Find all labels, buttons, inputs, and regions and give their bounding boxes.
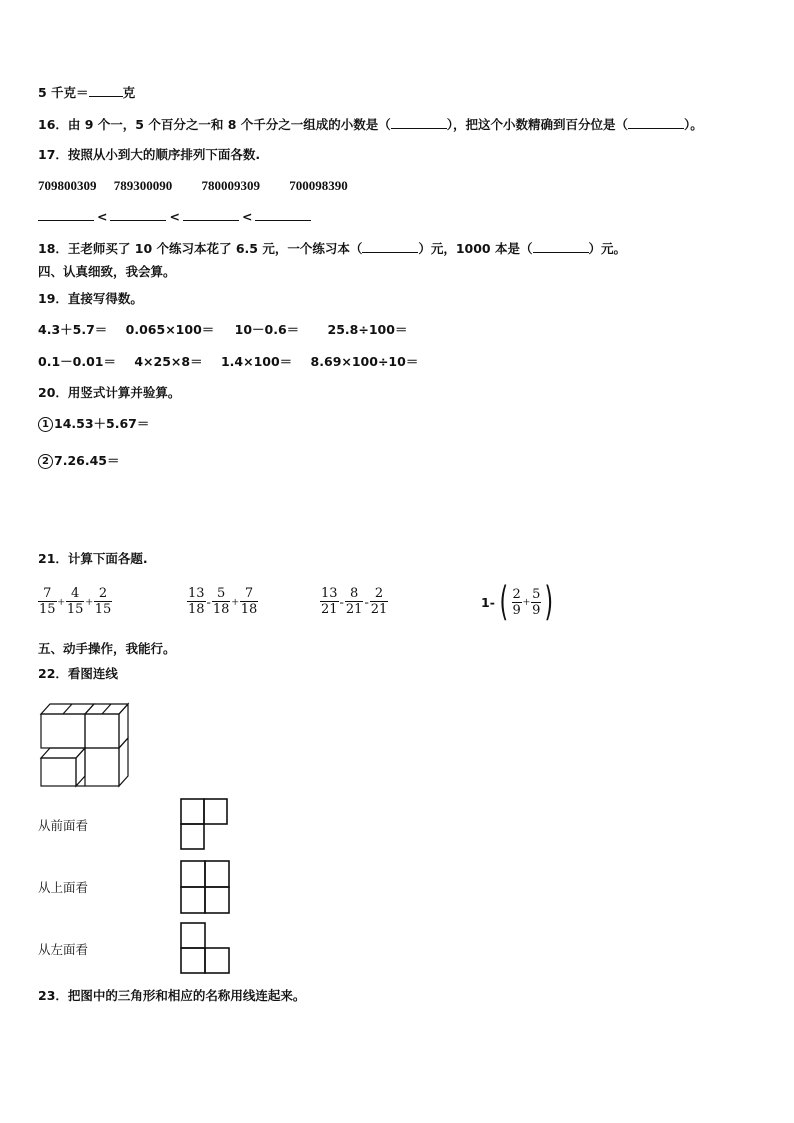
- q19-title: 19．直接写得数。: [38, 291, 143, 306]
- q19-item: 25.8÷100＝: [327, 322, 408, 337]
- q17-number: 709800309: [38, 178, 97, 193]
- question-16: [38, 116, 703, 133]
- fraction: $\frac{5}{18}$: [212, 586, 230, 617]
- q19-item: 4×25×8＝: [134, 354, 203, 369]
- q18-text-c: ）元。: [588, 241, 627, 256]
- circled-number-2: 2: [38, 454, 53, 469]
- q16-text-c: ）。: [684, 117, 703, 132]
- operator: +: [57, 593, 65, 609]
- q17-blank[interactable]: [183, 208, 239, 221]
- q17-number: 700098390: [289, 178, 348, 193]
- operator: -: [206, 593, 211, 609]
- q18-blank-1[interactable]: [362, 240, 418, 253]
- q17-title: 17．按照从小到大的顺序排列下面各数.: [38, 147, 261, 162]
- q17-number: 789300090: [113, 178, 173, 193]
- q19-row-1: [38, 322, 407, 338]
- section-4-title: 四、认真细致，我会算。: [38, 264, 176, 279]
- q17-order-blanks: [38, 208, 311, 225]
- q22-title: 22．看图连线: [38, 666, 118, 681]
- left-view-shape: [180, 922, 232, 976]
- left-paren: (: [499, 579, 508, 625]
- q17-less-than: <: [97, 209, 108, 224]
- circled-number-1: 1: [38, 417, 53, 432]
- q17-less-than: <: [241, 209, 253, 224]
- q23-title: 23．把图中的三角形和相应的名称用线连起来。: [38, 988, 306, 1003]
- operator: -: [339, 593, 344, 609]
- question-18: [38, 240, 626, 257]
- q15-prefix: 5 千克＝: [38, 85, 89, 100]
- q20-item-1: [38, 416, 149, 432]
- fraction: $\frac{2}{21}$: [370, 586, 388, 617]
- q20-expr-1: 14.53＋5.67＝: [54, 416, 150, 431]
- fraction: $\frac{4}{15}$: [66, 586, 84, 617]
- right-paren: ): [544, 579, 554, 625]
- fraction: $\frac{13}{21}$: [321, 586, 338, 617]
- q15-suffix: 克: [122, 85, 136, 100]
- q19-item: 8.69×100÷10＝: [310, 354, 419, 369]
- q20-item-2: [38, 453, 120, 469]
- q19-row-2: [38, 354, 418, 370]
- q17-blank[interactable]: [255, 208, 311, 221]
- view-label-left: 从左面看: [38, 942, 89, 957]
- operator: +: [231, 593, 239, 609]
- q17-less-than: <: [169, 209, 180, 224]
- q21-expression-2: [187, 586, 258, 617]
- cube-solid-figure: [38, 692, 132, 788]
- q21-expression-1: [38, 586, 112, 617]
- q19-item: 10－0.6＝: [234, 322, 300, 337]
- fraction: $\frac{2}{15}$: [94, 586, 112, 617]
- fraction: $\frac{2}{9}$: [512, 586, 521, 618]
- view-label-front: 从前面看: [38, 818, 89, 833]
- q18-blank-2[interactable]: [533, 240, 589, 253]
- q21-expression-4: [480, 579, 557, 625]
- q16-blank-2[interactable]: [628, 116, 684, 129]
- front-view-shape: [180, 798, 230, 852]
- q19-item: 4.3＋5.7＝: [38, 322, 108, 337]
- fraction: $\frac{5}{9}$: [532, 586, 541, 618]
- operator: +: [522, 594, 531, 609]
- q20-expr-2: 7.26.45＝: [54, 453, 120, 468]
- q19-item: 0.1－0.01＝: [38, 354, 116, 369]
- q15-blank[interactable]: [89, 84, 123, 97]
- q15-tail: [38, 84, 135, 101]
- top-view-shape: [180, 860, 232, 916]
- q18-text-b: ）元，1000 本是（: [418, 241, 533, 256]
- q16-text-a: 16．由 9 个一，5 个百分之一和 8 个千分之一组成的小数是（: [38, 117, 391, 132]
- view-label-top: 从上面看: [38, 880, 89, 895]
- q17-blank[interactable]: [38, 208, 94, 221]
- fraction: $\frac{7}{15}$: [39, 586, 56, 617]
- q16-blank-1[interactable]: [391, 116, 447, 129]
- q19-item: 1.4×100＝: [220, 354, 293, 369]
- q21-title: 21．计算下面各题.: [38, 551, 148, 566]
- operator: -: [364, 593, 369, 609]
- operator: +: [85, 593, 93, 609]
- fraction: $\frac{7}{18}$: [240, 586, 258, 617]
- q17-number: 780009309: [201, 178, 260, 193]
- q17-blank[interactable]: [110, 208, 166, 221]
- q19-item: 0.065×100＝: [125, 322, 215, 337]
- fraction: $\frac{13}{18}$: [188, 586, 205, 617]
- section-5-title: 五、动手操作，我能行。: [38, 641, 176, 656]
- q20-title: 20．用竖式计算并验算。: [38, 385, 181, 400]
- q16-text-b: ），把这个小数精确到百分位是（: [446, 117, 629, 132]
- q18-text-a: 18．王老师买了 10 个练习本花了 6.5 元，一个练习本（: [38, 241, 363, 256]
- operator: 1-: [481, 594, 495, 610]
- fraction: $\frac{8}{21}$: [345, 586, 363, 617]
- q21-expression-3: [320, 586, 388, 617]
- q17-numbers: [38, 178, 348, 194]
